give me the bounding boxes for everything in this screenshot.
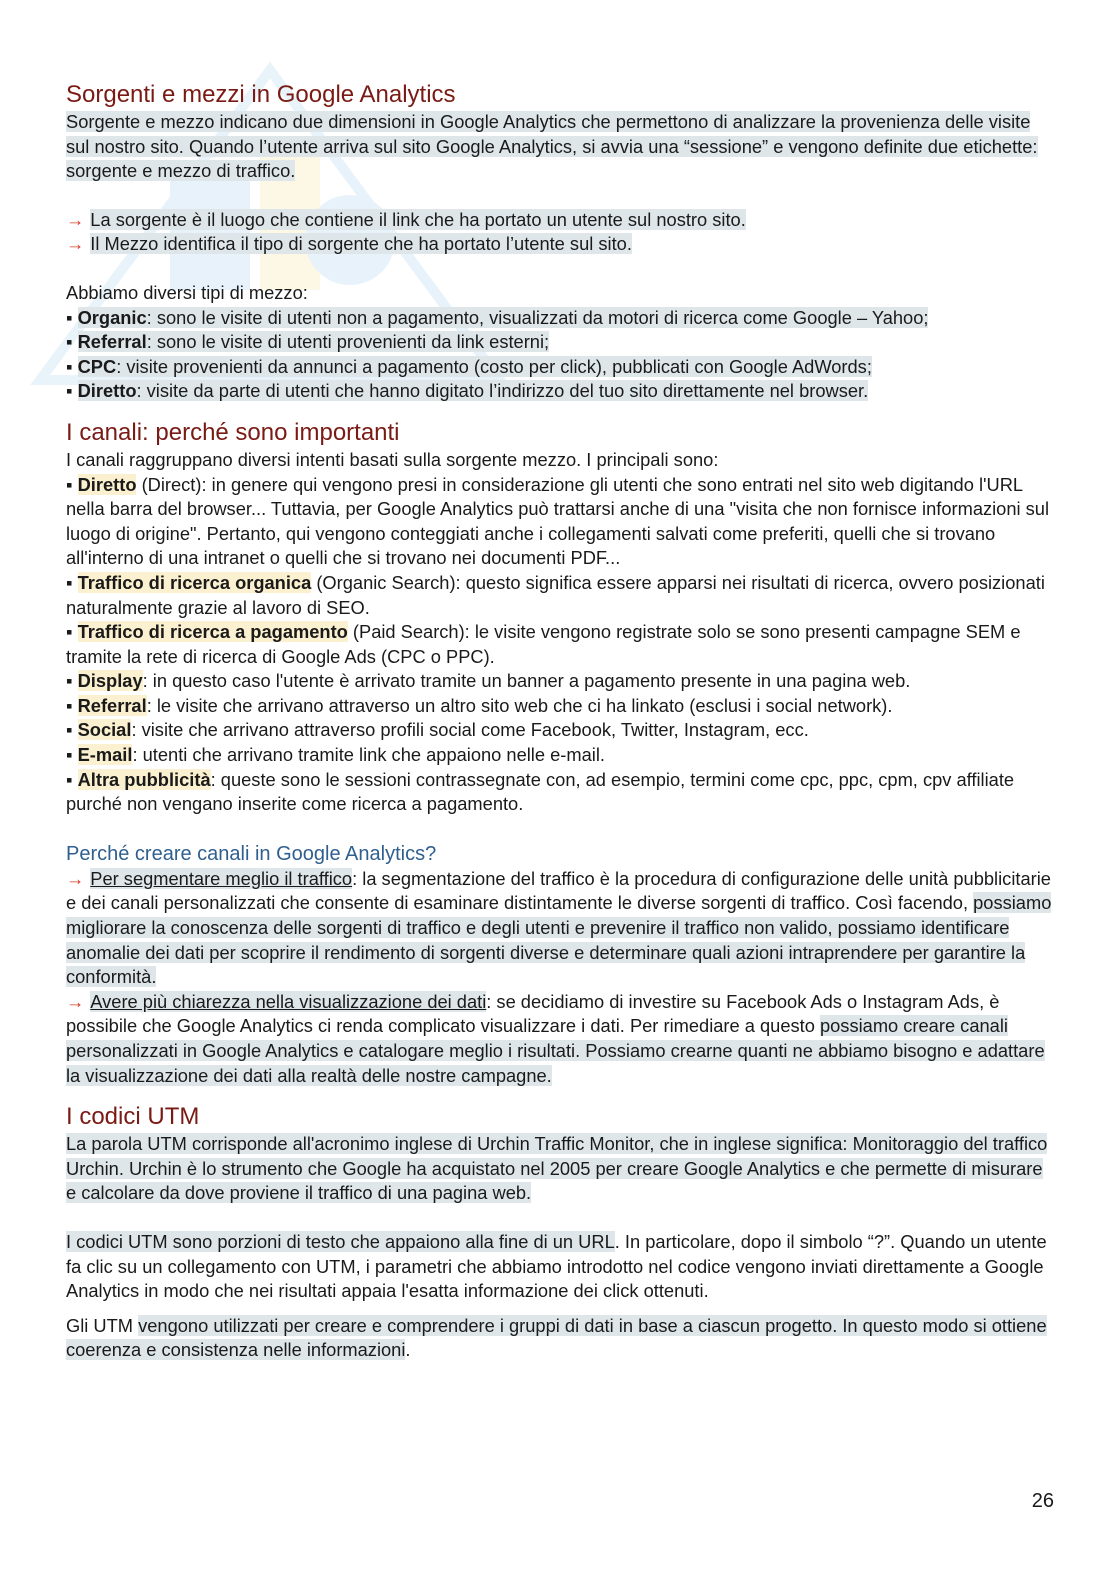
paragraph-utm-2: I codici UTM sono porzioni di testo che appaiono alla fine di un URL. In particolare, dopo il simbolo “?”. Quando un utente fa clic su un collegamento con UTM, i parametri che abbiamo introdotto nel codice vengono inviati direttamente a Google Analytics in modo che nei risultati appaia l'esatta informazione dei click ottenuti.	[66, 1230, 1047, 1302]
list-item: ▪ Social: visite che arrivano attraverso profili social come Facebook, Twitter, Instagram, ecc.	[66, 719, 809, 741]
paragraph-chiarezza: → Avere più chiarezza nella visualizzazione dei dati: se decidiamo di investire su Facebook Ads o Instagram Ads, è possibile che Google Analytics ci renda complicato visualizzare i dati. Per rimediare a questo possiamo creare canali personalizzati in Google Analytics e catalogare meglio i risultati. Possiamo crearne quanti ne abbiamo bisogno e adattare la visualizzazione dei dati alla realtà delle nostre campagne.	[66, 990, 1045, 1086]
arrow-item: → Il Mezzo identifica il tipo di sorgente che ha portato l’utente sul sito.	[66, 233, 632, 255]
list-item: ▪ Organic: sono le visite di utenti non a pagamento, visualizzati da motori di ricerca come Google – Yahoo;	[66, 306, 929, 328]
paragraph-utm-3: Gli UTM vengono utilizzati per creare e comprendere i gruppi di dati in base a ciascun progetto. In questo modo si ottiene coerenza e consistenza nelle informazioni.	[66, 1314, 1047, 1361]
list-item: ▪ Diretto (Direct): in genere qui vengono presi in considerazione gli utenti che sono entrati nel sito web digitando l'URL nella barra del browser... Tuttavia, per Google Analytics può trattarsi anche di una "visita che non fornisce informazioni sul luogo di origine". Pertanto, qui vengono conteggiati anche i collegamenti salvati come preferiti, quelli che si trovano all'interno di una intranet o quelli che si trovano nei documenti PDF...	[66, 473, 1050, 569]
arrow-icon: →	[66, 867, 85, 889]
arrow-item: → La sorgente è il luogo che contiene il link che ha portato un utente sul nostro sito.	[66, 208, 746, 230]
subsection-title-perche: Perché creare canali in Google Analytics?	[66, 842, 437, 865]
list-item: ▪ Traffico di ricerca a pagamento (Paid Search): le visite vengono registrate solo se sono presenti campagne SEM e tramite la rete di ricerca di Google Ads (CPC o PPC).	[66, 621, 1021, 667]
bullet-icon: ▪	[66, 380, 73, 402]
bullet-icon: ▪	[66, 694, 73, 716]
list-intro-mezzi: Abbiamo diversi tipi di mezzo:	[66, 281, 308, 303]
list-item: ▪ Referral: le visite che arrivano attraverso un altro sito web che ci ha linkato (esclusi i social network).	[66, 694, 893, 716]
page-number: 26	[1031, 1490, 1054, 1512]
bullet-icon: ▪	[66, 473, 73, 495]
section-title-sorgenti: Sorgenti e mezzi in Google Analytics	[66, 81, 456, 108]
bullet-icon: ▪	[66, 768, 73, 790]
list-item: ▪ Display: in questo caso l'utente è arrivato tramite un banner a pagamento presente in una pagina web.	[66, 670, 911, 692]
list-item: ▪ E-mail: utenti che arrivano tramite link che appaiono nelle e-mail.	[66, 744, 605, 766]
arrow-icon: →	[66, 990, 85, 1012]
paragraph-intro-canali: I canali raggruppano diversi intenti basati sulla sorgente mezzo. I principali sono:	[66, 448, 719, 470]
list-item: ▪ CPC: visite provenienti da annunci a pagamento (costo per click), pubblicati con Google AdWords;	[66, 355, 872, 377]
arrow-icon: →	[66, 233, 85, 255]
bullet-icon: ▪	[66, 621, 73, 643]
arrow-icon: →	[66, 208, 85, 230]
list-item: ▪ Referral: sono le visite di utenti provenienti da link esterni;	[66, 331, 550, 353]
bullet-icon: ▪	[66, 355, 73, 377]
paragraph-intro-sorgenti: Sorgente e mezzo indicano due dimensioni in Google Analytics che permettono di analizzare la provenienza delle visite sul nostro sito. Quando l’utente arriva sul sito Google Analytics, si avvia una “sessione” e vengono definite due etichette: sorgente e mezzo di traffico.	[66, 111, 1038, 182]
bullet-icon: ▪	[66, 331, 73, 353]
section-title-canali: I canali: perché sono importanti	[66, 418, 400, 446]
document-page	[66, 80, 1056, 1363]
bullet-icon: ▪	[66, 670, 73, 692]
paragraph-segmentare: → Per segmentare meglio il traffico: la segmentazione del traffico è la procedura di configurazione delle unità pubblicitarie e dei canali personalizzati che consente di esaminare distintamente le diverse sorgenti di traffico. Così facendo, possiamo migliorare la conoscenza delle sorgenti di traffico e degli utenti e prevenire il traffico non valido, possiamo identificare anomalie dei dati per scoprire il rendimento di sorgenti diverse e determinare quali azioni intraprendere per garantire la conformità.	[66, 867, 1052, 988]
paragraph-utm-1: La parola UTM corrisponde all'acronimo inglese di Urchin Traffic Monitor, che in inglese significa: Monitoraggio del traffico Urchin. Urchin è lo strumento che Google ha acquistato nel 2005 per creare Google Analytics e che permette di misurare e calcolare da dove proviene il traffico di una pagina web.	[66, 1133, 1048, 1204]
list-item: ▪ Traffico di ricerca organica (Organic Search): questo significa essere apparsi nei risultati di ricerca, ovvero posizionati naturalmente grazie al lavoro di SEO.	[66, 571, 1045, 618]
list-item: ▪ Diretto: visite da parte di utenti che hanno digitato l’indirizzo del tuo sito direttamente nel browser.	[66, 380, 869, 402]
section-title-utm: I codici UTM	[66, 1103, 200, 1131]
bullet-icon: ▪	[66, 744, 73, 766]
bullet-icon: ▪	[66, 571, 73, 593]
bullet-icon: ▪	[66, 306, 73, 328]
list-item: ▪ Altra pubblicità: queste sono le sessioni contrassegnate con, ad esempio, termini come cpc, ppc, cpm, cpv affiliate purché non vengano inserite come ricerca a pagamento.	[66, 768, 1015, 815]
bullet-icon: ▪	[66, 719, 73, 741]
